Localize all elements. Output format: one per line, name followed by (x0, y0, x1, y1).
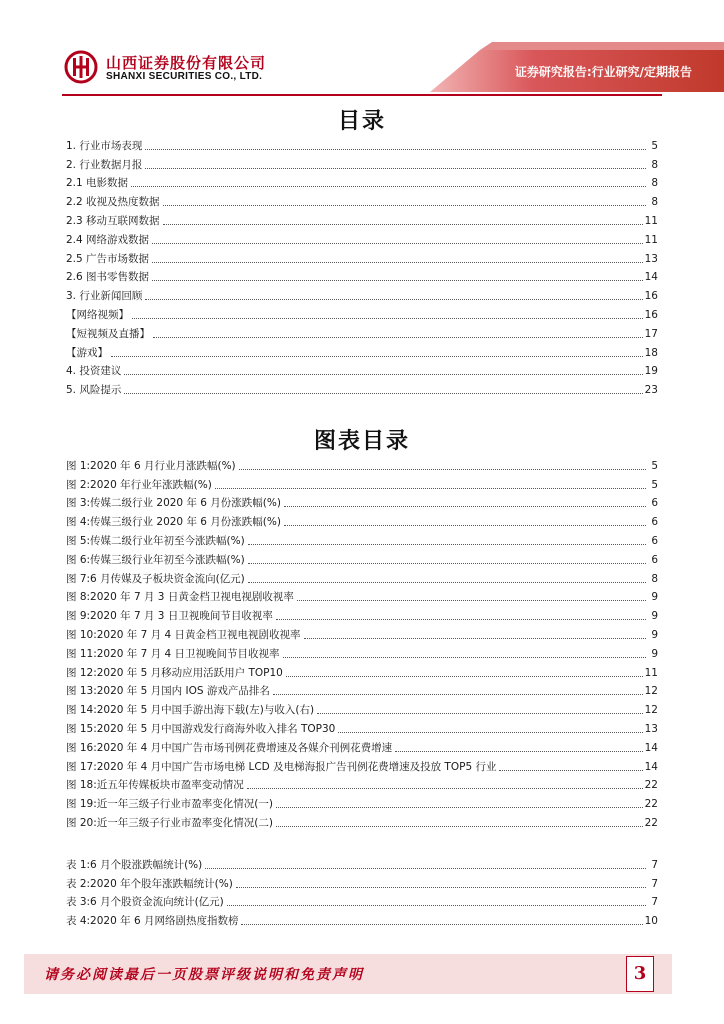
dot-leader (248, 582, 646, 583)
dot-leader (152, 280, 643, 281)
dot-leader (338, 732, 642, 733)
figure-entry-label: 图 10:2020 年 7 月 4 日黄金档卫视电视剧收视率 (66, 628, 301, 641)
figure-entry[interactable] (66, 510, 658, 529)
dot-leader (284, 525, 646, 526)
toc-entry-label: 【短视频及直播】 (66, 327, 150, 340)
dot-leader (124, 374, 642, 375)
figure-entry-label: 图 6:传媒三级行业年初至今涨跌幅(%) (66, 553, 245, 566)
dot-leader (145, 299, 642, 300)
company-logo-icon (64, 50, 98, 84)
toc-entry-page: 13 (644, 252, 658, 265)
page-header (0, 0, 724, 96)
toc-entry-label: 4. 投资建议 (66, 365, 122, 378)
figure-entry[interactable] (66, 586, 658, 605)
figure-entry-page: 22 (644, 816, 658, 829)
dot-leader (276, 826, 643, 827)
toc-entry-label: 1. 行业市场表现 (66, 139, 143, 152)
dot-leader (163, 205, 646, 206)
figure-entry[interactable] (66, 454, 658, 473)
figure-entry-label: 图 9:2020 年 7 月 3 日卫视晚间节目收视率 (66, 610, 273, 623)
toc-entry[interactable] (66, 228, 658, 247)
table-entry[interactable] (66, 909, 658, 928)
toc-entry[interactable] (66, 190, 658, 209)
table-entry-page: 7 (651, 896, 658, 909)
dot-leader (152, 262, 643, 263)
table-entry-label: 表 1:6 月个股涨跌幅统计(%) (66, 858, 203, 871)
table-entry-page: 7 (651, 877, 658, 890)
dot-leader (227, 905, 646, 906)
figure-entry[interactable] (66, 774, 658, 793)
toc-entry-page: 8 (651, 158, 658, 171)
figure-entry-page: 13 (644, 722, 658, 735)
figures-list (66, 454, 658, 830)
table-entry-label: 表 3:6 月个股资金流向统计(亿元) (66, 896, 224, 909)
toc-entry-page: 19 (644, 365, 658, 378)
figure-entry-label: 图 16:2020 年 4 月中国广告市场刊例花费增速及各媒介刊例花费增速 (66, 741, 393, 754)
figure-entry[interactable] (66, 492, 658, 511)
figure-entry[interactable] (66, 736, 658, 755)
dot-leader (248, 563, 646, 564)
figure-entry-page: 11 (644, 666, 658, 679)
figure-entry-label: 图 20:近一年三级子行业市盈率变化情况(二) (66, 816, 273, 829)
page-footer (0, 954, 724, 994)
dot-leader (132, 318, 643, 319)
dot-leader (124, 393, 642, 394)
dot-leader (241, 924, 642, 925)
toc-entry[interactable] (66, 247, 658, 266)
figure-entry-page: 14 (644, 741, 658, 754)
toc-list (66, 134, 658, 397)
toc-entry-page: 16 (644, 308, 658, 321)
page-number: 3 (626, 956, 654, 992)
toc-entry[interactable] (66, 360, 658, 379)
figure-entry-page: 9 (651, 591, 658, 604)
toc-entry[interactable] (66, 341, 658, 360)
figure-entry-page: 6 (651, 497, 658, 510)
figure-entry-page: 12 (644, 704, 658, 717)
toc-entry-page: 8 (651, 196, 658, 209)
figure-entry-label: 图 4:传媒三级行业 2020 年 6 月份涨跌幅(%) (66, 516, 281, 529)
figure-entry-label: 图 12:2020 年 5 月移动应用活跃用户 TOP10 (66, 666, 283, 679)
toc-entry-page: 8 (651, 177, 658, 190)
company-name-en: SHANXI SECURITIES CO., LTD. (106, 71, 263, 82)
figure-entry[interactable] (66, 567, 658, 586)
table-entry[interactable] (66, 891, 658, 910)
toc-entry[interactable] (66, 209, 658, 228)
dot-leader (284, 506, 646, 507)
toc-title: 目录 (337, 109, 386, 134)
company-name-cn: 山西证券股份有限公司 (106, 54, 267, 72)
figure-entry-page: 9 (651, 610, 658, 623)
figure-entry-page: 8 (651, 572, 658, 585)
dot-leader (111, 356, 643, 357)
toc-entry-page: 11 (644, 214, 658, 227)
table-entry-label: 表 4:2020 年 6 月网络剧热度指数榜 (66, 915, 239, 928)
figure-entry-label: 图 18:近五年传媒板块市盈率变动情况 (66, 779, 244, 792)
figure-entry[interactable] (66, 717, 658, 736)
dot-leader (152, 243, 643, 244)
dot-leader (283, 657, 646, 658)
figure-entry-page: 6 (651, 534, 658, 547)
figure-entry-label: 图 1:2020 年 6 月行业月涨跌幅(%) (66, 459, 236, 472)
toc-entry-label: 2.2 收视及热度数据 (66, 196, 160, 209)
figure-entry-page: 6 (651, 516, 658, 529)
toc-entry[interactable] (66, 134, 658, 153)
figure-entry[interactable] (66, 642, 658, 661)
figure-entry[interactable] (66, 548, 658, 567)
toc-entry-label: 5. 风险提示 (66, 384, 122, 397)
dot-leader (247, 788, 643, 789)
figure-entry-label: 图 2:2020 年行业年涨跌幅(%) (66, 478, 212, 491)
toc-entry-page: 23 (644, 384, 658, 397)
header-divider (62, 94, 662, 96)
figure-entry-page: 22 (644, 779, 658, 792)
toc-entry[interactable] (66, 378, 658, 397)
toc-entry-page: 14 (644, 271, 658, 284)
figure-entry[interactable] (66, 529, 658, 548)
toc-entry[interactable] (66, 303, 658, 322)
toc-entry[interactable] (66, 322, 658, 341)
toc-entry-label: 【游戏】 (66, 346, 108, 359)
toc-entry-page: 17 (644, 327, 658, 340)
report-type-label: 证券研究报告:行业研究/定期报告 (514, 65, 692, 79)
figure-entry-label: 图 3:传媒二级行业 2020 年 6 月份涨跌幅(%) (66, 497, 281, 510)
table-entry[interactable] (66, 872, 658, 891)
figure-entry[interactable] (66, 604, 658, 623)
toc-entry[interactable] (66, 172, 658, 191)
figure-entry-label: 图 5:传媒二级行业年初至今涨跌幅(%) (66, 534, 245, 547)
toc-entry-label: 3. 行业新闻回顾 (66, 290, 143, 303)
toc-entry-page: 5 (651, 139, 658, 152)
dot-leader (276, 619, 646, 620)
figure-entry-label: 图 19:近一年三级子行业市盈率变化情况(一) (66, 798, 273, 811)
figure-entry-label: 图 17:2020 年 4 月中国广告市场电梯 LCD 及电梯海报广告刊例花费增速及投放 TOP5 行业 (66, 760, 497, 773)
dot-leader (499, 770, 642, 771)
figure-entry-label: 图 11:2020 年 7 月 4 日卫视晚间节目收视率 (66, 647, 280, 660)
dot-leader (239, 469, 646, 470)
toc-entry-label: 2.5 广告市场数据 (66, 252, 150, 265)
dot-leader (395, 751, 642, 752)
dot-leader (145, 168, 646, 169)
dot-leader (276, 807, 643, 808)
footer-disclaimer: 请务必阅读最后一页股票评级说明和免责声明 (44, 967, 364, 983)
toc-entry-label: 【网络视频】 (66, 308, 129, 321)
dot-leader (131, 186, 646, 187)
dot-leader (286, 676, 643, 677)
figure-entry-page: 5 (651, 478, 658, 491)
figure-entry[interactable] (66, 623, 658, 642)
figure-entry[interactable] (66, 473, 658, 492)
figure-entry-label: 图 15:2020 年 5 月中国游戏发行商海外收入排名 TOP30 (66, 722, 336, 735)
table-entry-page: 7 (651, 858, 658, 871)
toc-entry-label: 2.3 移动互联网数据 (66, 214, 160, 227)
dot-leader (236, 887, 646, 888)
table-entry[interactable] (66, 853, 658, 872)
figure-entry-page: 12 (644, 685, 658, 698)
figure-entry[interactable] (66, 661, 658, 680)
table-entry-page: 10 (644, 915, 658, 928)
dot-leader (163, 224, 643, 225)
table-entry-label: 表 2:2020 年个股年涨跌幅统计(%) (66, 877, 233, 890)
dot-leader (215, 488, 646, 489)
figure-entry-label: 图 7:6 月传媒及子板块资金流向(亿元) (66, 572, 245, 585)
toc-entry[interactable] (66, 266, 658, 285)
dot-leader (273, 694, 643, 695)
figure-entry-page: 14 (644, 760, 658, 773)
toc-entry-label: 2.4 网络游戏数据 (66, 233, 150, 246)
toc-entry[interactable] (66, 284, 658, 303)
dot-leader (248, 544, 646, 545)
dot-leader (145, 149, 646, 150)
toc-entry-label: 2.1 电影数据 (66, 177, 129, 190)
dot-leader (304, 638, 646, 639)
figure-entry-page: 9 (651, 647, 658, 660)
figure-entry-page: 9 (651, 628, 658, 641)
toc-entry-label: 2.6 图书零售数据 (66, 271, 150, 284)
figure-entry-page: 6 (651, 553, 658, 566)
figure-entry-label: 图 8:2020 年 7 月 3 日黄金档卫视电视剧收视率 (66, 591, 294, 604)
toc-entry-page: 11 (644, 233, 658, 246)
figure-entry[interactable] (66, 792, 658, 811)
figures-title: 图表目录 (313, 429, 410, 454)
figure-entry[interactable] (66, 811, 658, 830)
dot-leader (317, 713, 643, 714)
toc-entry-label: 2. 行业数据月报 (66, 158, 143, 171)
figure-entry-label: 图 13:2020 年 5 月国内 IOS 游戏产品排名 (66, 685, 270, 698)
figure-entry-page: 5 (651, 459, 658, 472)
dot-leader (297, 600, 646, 601)
figure-entry-page: 22 (644, 798, 658, 811)
figure-entry[interactable] (66, 755, 658, 774)
figure-entry[interactable] (66, 698, 658, 717)
toc-entry-page: 18 (644, 346, 658, 359)
figure-entry[interactable] (66, 680, 658, 699)
toc-entry[interactable] (66, 153, 658, 172)
figure-entry-label: 图 14:2020 年 5 月中国手游出海下载(左)与收入(右) (66, 704, 315, 717)
tables-list (66, 853, 658, 928)
toc-entry-page: 16 (644, 290, 658, 303)
dot-leader (153, 337, 643, 338)
dot-leader (205, 868, 646, 869)
